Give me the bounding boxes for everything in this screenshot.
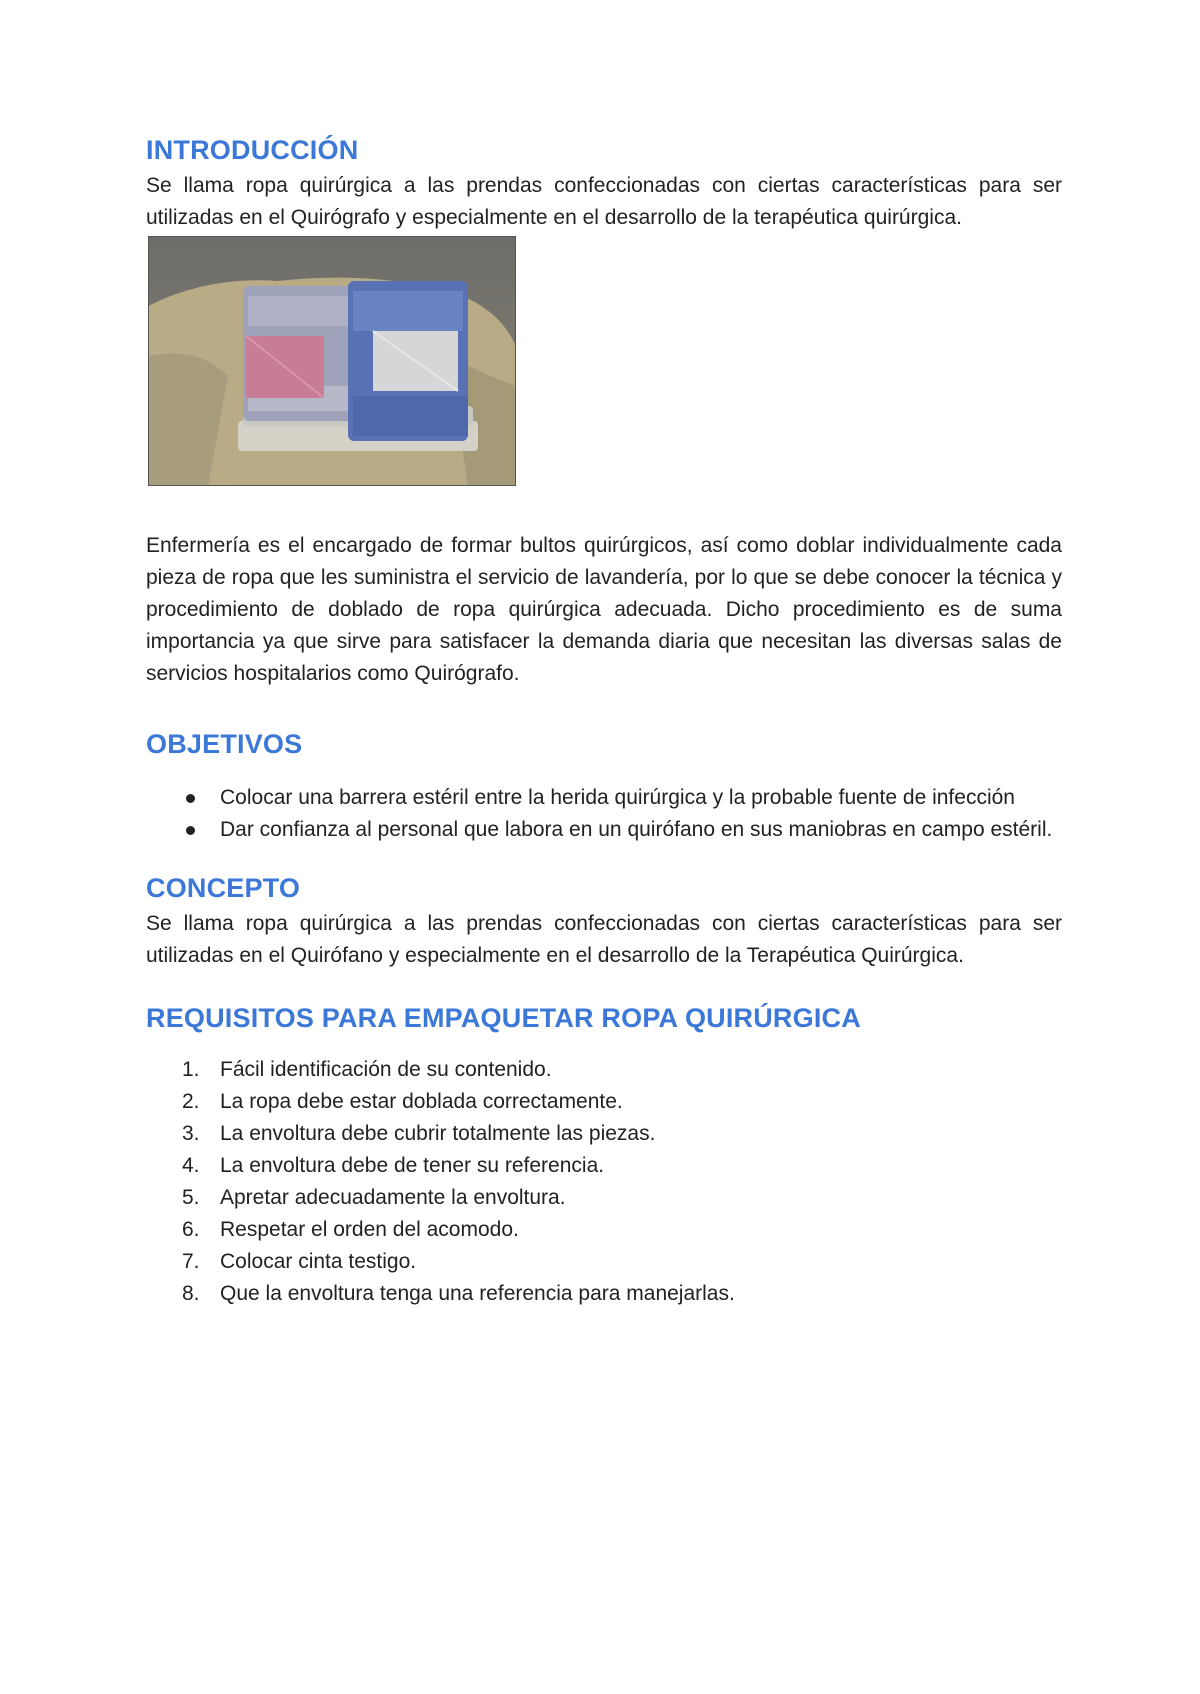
- concepto-heading: CONCEPTO: [146, 873, 301, 903]
- surgical-linen-photo: [148, 236, 516, 486]
- intro-heading: INTRODUCCIÓN: [146, 135, 359, 165]
- objetivos-heading: OBJETIVOS: [146, 729, 303, 759]
- requisitos-list: [146, 1054, 1062, 1310]
- list-item: 2. La ropa debe estar doblada correctamente.: [182, 1090, 623, 1113]
- list-item: 4. La envoltura debe de tener su referencia.: [182, 1154, 605, 1177]
- list-item: 6. Respetar el orden del acomodo.: [182, 1218, 519, 1241]
- list-item: Dar confianza al personal que labora en un quirófano en sus maniobras en campo estéril.: [146, 814, 1062, 846]
- list-item: 8. Que la envoltura tenga una referencia para manejarlas.: [182, 1282, 735, 1305]
- document-content: [146, 130, 1062, 1310]
- objetivos-list: [146, 782, 1062, 846]
- bullet-icon: [186, 826, 195, 835]
- list-item: 3. La envoltura debe cubrir totalmente las piezas.: [182, 1122, 656, 1145]
- requisitos-heading: REQUISITOS PARA EMPAQUETAR ROPA QUIRÚRGICA: [146, 1003, 861, 1033]
- list-item: Colocar una barrera estéril entre la herida quirúrgica y la probable fuente de infección: [146, 782, 1062, 814]
- intro-paragraph: Se llama ropa quirúrgica a las prendas confeccionadas con ciertas características para ser utilizadas en el Quirógrafo y especialmente en el desarrollo de la terapéutica quirúrgica.: [146, 174, 1062, 229]
- list-item: 1. Fácil identificación de su contenido.: [182, 1058, 552, 1081]
- concepto-paragraph: Se llama ropa quirúrgica a las prendas confeccionadas con ciertas características para ser utilizadas en el Quirófano y especialmente en el desarrollo de la Terapéutica Quirúrgica.: [146, 912, 1062, 967]
- list-item: 5. Apretar adecuadamente la envoltura.: [182, 1186, 566, 1209]
- intro-paragraph-2: Enfermería es el encargado de formar bultos quirúrgicos, así como doblar individualmente cada pieza de ropa que les suministra el servicio de lavandería, por lo que se debe conocer la técnica y procedimiento de doblado de ropa quirúrgica adecuada. Dicho procedimiento es de suma importancia ya que sirve para satisfacer la demanda diaria que necesitan las diversas salas de servicios hospitalarios como Quirógrafo.: [146, 534, 1062, 685]
- bullet-icon: [186, 794, 195, 803]
- list-item: 7. Colocar cinta testigo.: [182, 1250, 417, 1273]
